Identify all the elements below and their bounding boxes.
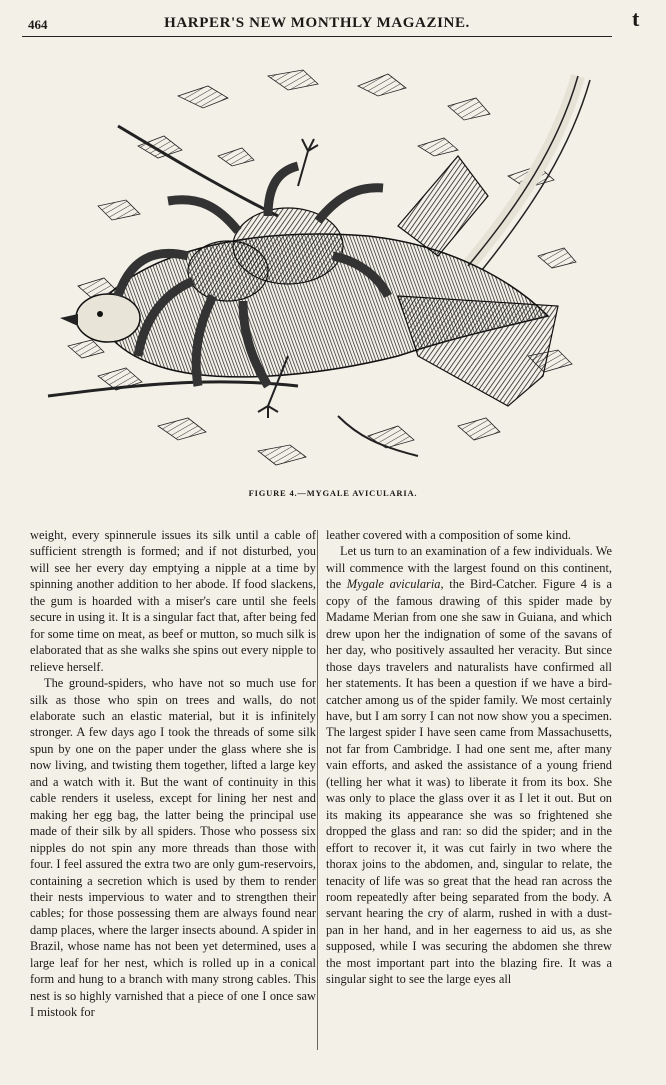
right-paragraph-2-rest: the Bird-Catcher. Figure 4 is a copy of the famous drawing of this spider made by Madame Merian from one she saw in Guiana, and which drew upon her the indignation of some of the savans of her day, who positively assaulted her veracity. But since those days travelers and naturalists have confirmed all her statements. It has been a question if we have a bird-catcher among us of the spider family. We most certainly have, but I am sorry I can not now show you a specimen. The largest spider I have seen came from Massachusetts, not far from Cambridge. I had one sent me, after many vain efforts, and asked the assistance of a young friend (telling her what it was) to liberate it from its box. She was only to place the glass over it as I let it out. But on its making its appearance she was so frightened she dropped the glass and ran: so did the spider; and in the effort to recover it, it was cut fairly in two where the thorax joins to the abdomen, and, singular to relate, the tenacity of life was so great that the head ran across the room repeatedly after being separated from the body. A servant hearing the cry of alarm, rushed in with a dust-pan in her hand, and in her eagerness to aid us, as she supposed, while I was securing the abdomen she threw the most important part into the blazing fire. It was a singular sight to see the large eyes all — [326, 577, 612, 987]
column-rule — [317, 530, 318, 1050]
left-paragraph-2: The ground-spiders, who have not so much use for silk as those who spin on trees and walls, do not elaborate such an elastic material, but it is infinitely stronger. A few days ago I took the threads of some silk spun by one on the paper under the glass where she is now living, and twisting them together, lifted a large key and a watch with it. But the want of continuity in this cable renders it useless, except for lining her nest and making her egg bag, the latter being the principal use made of their silk by all spiders. Those who possess six nipples do not spin any more threads than those with four. I feel assured the extra two are only gum-reservoirs, containing a secretion which is used by them to render their nests impervious to water and to strengthen their cables; for those possessing them are always found near damp places, where the larger insects abound. A spider in Brazil, whose name has not been yet determined, uses a large leaf for her nest, which is rolled up in a conical form and hung to a branch with many strong cables. This nest is so highly varnished that a piece of one I once saw I mistook for — [30, 676, 316, 1020]
right-paragraph-1: leather covered with a composition of some kind. — [326, 528, 571, 542]
left-column — [30, 527, 316, 1021]
right-column — [326, 527, 612, 988]
figure-caption: FIGURE 4.—MYGALE AVICULARIA. — [248, 488, 418, 498]
right-paragraph-2-start: Let us turn to an examination of a few individuals. We will commence with the largest found on this continent, the — [326, 544, 612, 592]
corner-mark: t — [632, 6, 640, 31]
left-paragraph-1: weight, every spinnerule issues its silk until a cable of sufficient strength is formed; and if not disturbed, you will see her every day emptying a nipple at a time by spinning another addition to her abode. If food slackens, the gum is hoarded with a miser's care until she feels secure in using it. It is a singular fact that, after being fed for some time on meat, as beef or mutton, so much silk is elaborated that as she walks she spins out every nipple to relieve herself. — [30, 528, 316, 674]
running-head — [22, 12, 612, 37]
page-number: 464 — [28, 17, 48, 32]
spider-bird-engraving — [38, 56, 598, 486]
right-paragraph-2 — [326, 543, 612, 987]
magazine-title: HARPER'S NEW MONTHLY MAGAZINE. — [164, 15, 470, 31]
species-name: Mygale avicularia, — [346, 577, 444, 592]
